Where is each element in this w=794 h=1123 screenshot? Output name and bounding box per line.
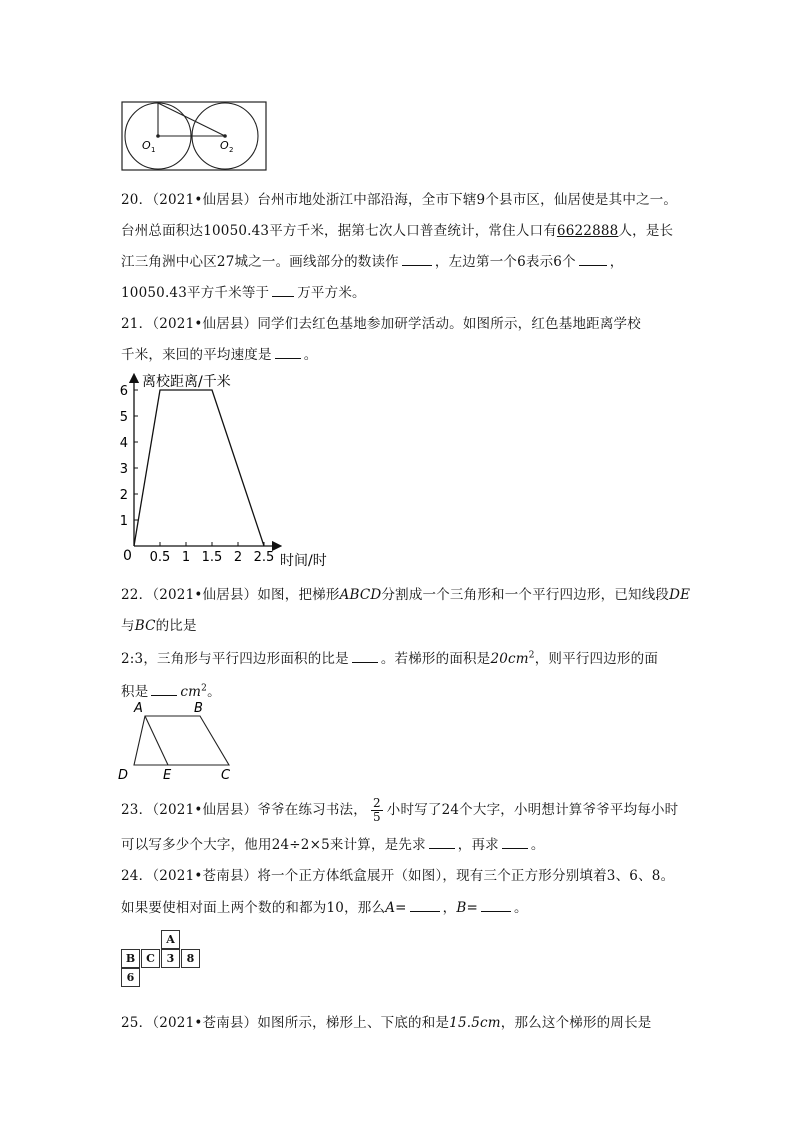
q22-line2 xyxy=(121,614,197,634)
q25-line1-post: ，那么这个梯形的周长是 xyxy=(500,1015,652,1031)
q23-line1 xyxy=(121,797,678,824)
q23-frac-den: 5 xyxy=(372,810,381,824)
q20-line4-a: 10050.43平方千米等于 xyxy=(121,285,270,301)
q24-var-b: B xyxy=(456,900,467,916)
q22-line3-b: 。若梯形的面积是 xyxy=(380,651,491,667)
q22-area-exp: 2 xyxy=(528,650,535,661)
net-cell-b: B xyxy=(121,949,140,968)
trapezoid-figure xyxy=(112,698,247,783)
q22-line1 xyxy=(121,583,690,603)
vertex-d: D xyxy=(118,768,129,783)
q22-line4-b: 。 xyxy=(207,684,221,700)
q23-line2-c: 。 xyxy=(530,837,545,853)
q22-line3 xyxy=(121,647,658,667)
net-cell-8: 8 xyxy=(181,949,200,968)
q23-line1-pre: 23．（2021•仙居县）爷爷在练习书法， xyxy=(121,802,367,818)
q22-blank-1[interactable] xyxy=(352,650,378,663)
q22-line2-post: 的比是 xyxy=(155,618,197,634)
q20-underlined-number: 6622888 xyxy=(556,223,619,239)
y-tick-label: 5 xyxy=(119,410,128,425)
q23-fraction xyxy=(371,797,383,824)
vertex-a: A xyxy=(134,701,143,716)
y-tick-label: 1 xyxy=(119,514,128,529)
y-tick-label: 4 xyxy=(119,436,128,451)
q23-blank-2[interactable] xyxy=(502,836,528,849)
q21-line2-a: 千米，来回的平均速度是 xyxy=(121,347,272,363)
q24-line1: 24．（2021•苍南县）将一个正方体纸盒展开（如图），现有三个正方形分别填着3、6、8。 xyxy=(121,868,675,884)
q22-line1-mid: 分割成一个三角形和一个平行四边形，已知线段 xyxy=(381,587,670,603)
x-axis-label: 时间/时 xyxy=(280,553,327,569)
q25-line1-pre: 25．（2021•苍南县）如图所示，梯形上、下底的和是 xyxy=(121,1015,450,1031)
q20-blank-2[interactable] xyxy=(579,253,607,266)
net-cell-c: C xyxy=(141,949,160,968)
q25-line1 xyxy=(121,1011,651,1031)
x-tick-label: 2.5 xyxy=(253,550,275,565)
q25-value: 15.5cm xyxy=(449,1015,501,1031)
net-cell-6: 6 xyxy=(121,968,140,987)
q21-blank-1[interactable] xyxy=(275,346,301,359)
q22-bc: BC xyxy=(134,618,156,634)
q22-area: 20cm xyxy=(490,651,529,667)
q24-line2-a: 如果要使相对面上两个数的和都为10，那么 xyxy=(121,900,386,916)
x-tick-label: 1.5 xyxy=(201,550,223,565)
x-tick-label: 1 xyxy=(181,550,191,565)
q20-line3-a: 江三角洲中心区27城之一。画线部分的数读作 xyxy=(121,254,399,270)
q20-blank-3[interactable] xyxy=(272,284,294,297)
q20-line1: 20．（2021•仙居县）台州市地处浙江中部沿海，全市下辖9个县市区，仙居使是其中之一。 xyxy=(121,192,678,208)
q22-line2-pre: 与 xyxy=(121,618,135,634)
o2-label: O xyxy=(220,139,229,152)
q22-de: DE xyxy=(669,587,691,603)
q20-line2 xyxy=(121,219,673,239)
origin-label: 0 xyxy=(123,548,132,564)
o1-label: O xyxy=(142,139,151,152)
q22-line1-pre: 22．（2021•仙居县）如图，把梯形 xyxy=(121,587,340,603)
vertex-e: E xyxy=(163,768,172,783)
q20-blank-1[interactable] xyxy=(402,253,432,266)
q20-line3-c: ， xyxy=(609,254,624,270)
q20-line4-b: 万平方米。 xyxy=(297,285,366,301)
series-line xyxy=(134,390,264,546)
q20-line2-post: 人，是长 xyxy=(618,223,674,239)
q24-line2 xyxy=(121,896,528,916)
q23-line1-post: 小时写了24个大字，小明想计算爷爷平均每小时 xyxy=(386,802,679,818)
q21-line1: 21．（2021•仙居县）同学们去红色基地参加研学活动。如图所示，红色基地距离学校 xyxy=(121,316,641,332)
q20-line2-pre: 台州总面积达10050.43平方千米，据第七次人口普查统计，常住人口有 xyxy=(121,223,557,239)
q22-line3-c: ，则平行四边形的面 xyxy=(534,651,659,667)
o1-sub: 1 xyxy=(151,146,156,154)
o2-sub: 2 xyxy=(229,146,234,154)
two-circles-figure xyxy=(120,100,270,172)
q22-line4 xyxy=(121,680,221,700)
q22-line4-a: 积是 xyxy=(121,684,149,700)
vertex-b: B xyxy=(194,701,203,716)
net-cell-3: 3 xyxy=(161,949,180,968)
q20-line3-b: ，左边第一个6表示6个 xyxy=(434,254,576,270)
q24-blank-a[interactable] xyxy=(410,899,440,912)
q24-eq-2: = xyxy=(466,900,478,916)
q23-blank-1[interactable] xyxy=(429,836,455,849)
y-axis-label: 离校距离/千米 xyxy=(142,374,231,390)
x-tick-label: 2 xyxy=(233,550,243,565)
q23-frac-num: 2 xyxy=(372,796,381,810)
q24-comma: ， xyxy=(442,900,457,916)
y-tick-label: 3 xyxy=(119,462,128,477)
q22-abcd: ABCD xyxy=(339,587,382,603)
q23-line2-b: ，再求 xyxy=(457,837,499,853)
q20-line4 xyxy=(121,281,366,301)
cube-net-figure xyxy=(121,930,211,990)
q24-blank-b[interactable] xyxy=(481,899,511,912)
q24-eq-1: = xyxy=(395,900,407,916)
q23-line2-a: 可以写多少个大字，他用24÷2×5来计算，是先求 xyxy=(121,837,426,853)
y-tick-label: 6 xyxy=(119,384,128,399)
q22-unit-exp: 2 xyxy=(201,683,208,694)
q22-blank-2[interactable] xyxy=(151,683,177,696)
q20-line3 xyxy=(121,250,623,270)
q22-unit: cm xyxy=(180,684,202,700)
net-cell-a: A xyxy=(161,930,180,949)
q21-line2-b: 。 xyxy=(303,347,318,363)
y-tick-label: 2 xyxy=(119,488,128,503)
vertex-c: C xyxy=(221,768,231,783)
q21-line2 xyxy=(121,343,317,363)
q24-end: 。 xyxy=(514,900,528,916)
q23-line2 xyxy=(121,833,545,853)
q22-line3-a: 2:3，三角形与平行四边形面积的比是 xyxy=(121,651,349,667)
x-tick-label: 0.5 xyxy=(149,550,171,565)
distance-time-chart xyxy=(112,366,352,576)
q24-var-a: A xyxy=(385,900,396,916)
